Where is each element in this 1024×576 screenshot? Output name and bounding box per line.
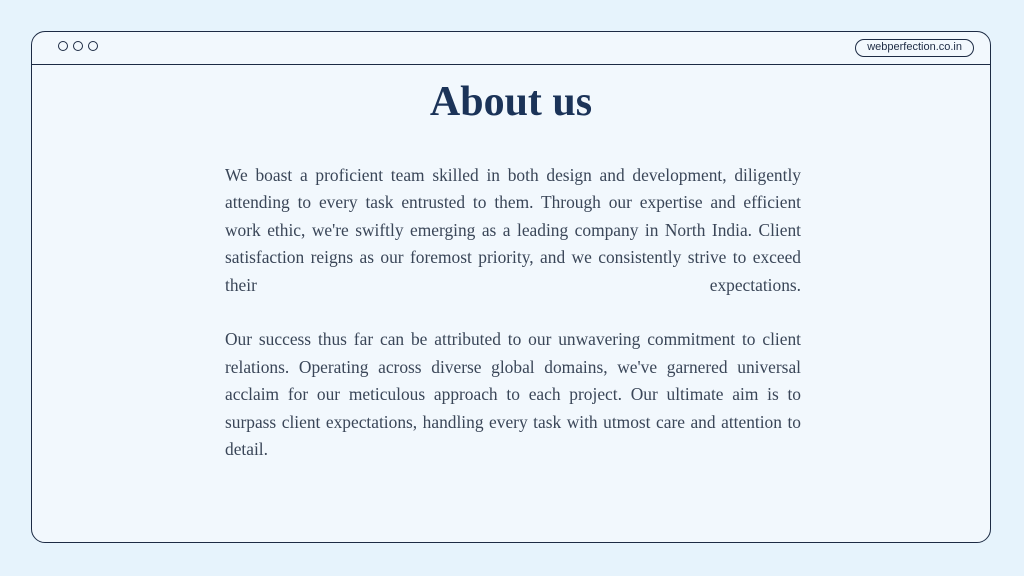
window-controls bbox=[58, 41, 98, 51]
window-control-circle-icon[interactable] bbox=[58, 41, 68, 51]
about-paragraph: We boast a proficient team skilled in both design and development, diligently attending to every task entrusted to them. Through our expertise and efficient work ethic, we're swiftly emerging as a leading company in North India. Client satisfaction reigns as our foremost priority, and we consistently strive to exceed their expectations. bbox=[225, 165, 801, 295]
window-control-circle-icon[interactable] bbox=[88, 41, 98, 51]
browser-window bbox=[31, 31, 991, 543]
about-paragraph: Our success thus far can be attributed to our unwavering commitment to client relations. Operating across diverse global domains, we've garnered universal acclaim for our meticulous approach to each project. Our ultimate aim is to surpass client expectations, handling every task with utmost care and attention to detail. bbox=[225, 329, 801, 460]
url-bar[interactable]: webperfection.co.in bbox=[855, 39, 974, 57]
window-titlebar bbox=[32, 32, 990, 65]
page-title: About us bbox=[429, 79, 593, 125]
about-content bbox=[225, 162, 801, 491]
window-control-circle-icon[interactable] bbox=[73, 41, 83, 51]
